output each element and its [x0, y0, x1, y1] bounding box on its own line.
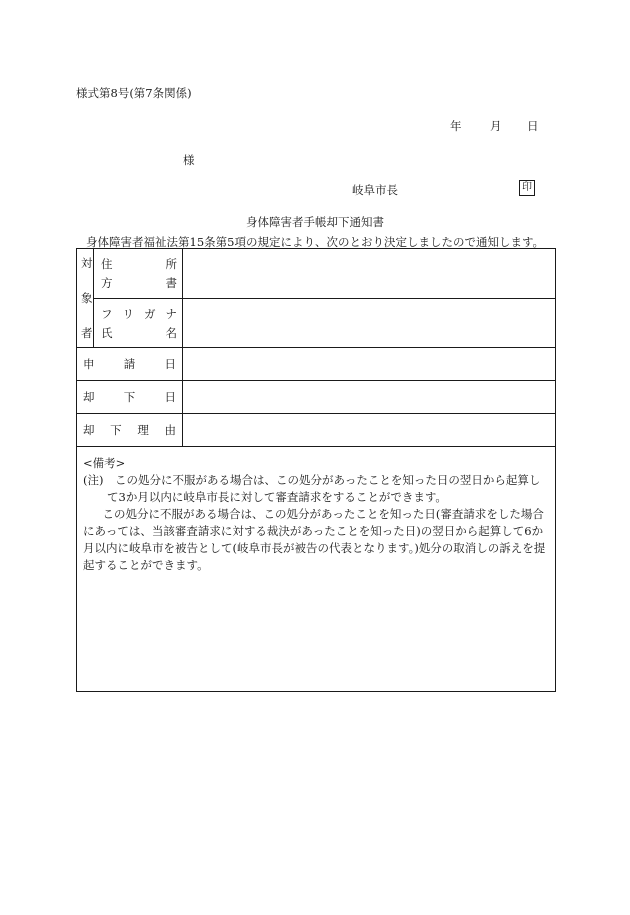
note-1-line-1: この処分に不服がある場合は、この処分があったことを知った日の翌日から起算し [115, 473, 541, 487]
date-line [450, 118, 539, 134]
rejection-reason-char: 理 [137, 423, 149, 437]
rejection-date-field[interactable] [183, 381, 556, 414]
rejection-date-char: 却 [83, 390, 95, 404]
notice-form-table [76, 248, 556, 692]
rejection-reason-char: 却 [83, 423, 95, 437]
rejection-reason-char: 下 [110, 423, 122, 437]
subject-char-3: 者 [81, 326, 93, 340]
rejection-date-char: 下 [123, 390, 136, 404]
name-value-field[interactable] [183, 299, 556, 348]
note-mark: (注) [83, 473, 104, 487]
address-label-cell [94, 249, 183, 299]
application-date-field[interactable] [183, 348, 556, 381]
addressee-label-char: 方 [101, 276, 113, 290]
seal-stamp: 印 [519, 180, 535, 196]
rejection-reason-label [77, 414, 183, 447]
application-date-char: 申 [83, 357, 95, 371]
name-label-char: 名 [165, 325, 177, 340]
rejection-date-label [77, 381, 183, 414]
rejection-reason-field[interactable] [183, 414, 556, 447]
sender-name: 岐阜市長 [352, 183, 398, 197]
furigana-label-char: フ [101, 306, 113, 321]
note-1-line-2: て3か月以内に岐阜市長に対して審査請求をすることができます。 [107, 490, 447, 504]
address-label-char: 住 [101, 257, 113, 271]
subject-label [77, 249, 94, 348]
note-1 [83, 472, 549, 489]
rejection-reason-char: 由 [164, 423, 176, 437]
furigana-label-char: ガ [144, 306, 156, 321]
address-label-char: 所 [165, 257, 177, 271]
year-label: 年 [450, 119, 462, 133]
day-label: 日 [527, 119, 539, 133]
application-date-char: 日 [164, 357, 176, 371]
furigana-label-char: リ [122, 306, 134, 321]
furigana-label-char: ナ [165, 306, 177, 321]
month-label: 月 [490, 119, 502, 133]
remarks-section [77, 447, 556, 692]
addressee-label-char: 書 [165, 276, 177, 290]
name-label-char: 氏 [101, 325, 113, 340]
remarks-heading: <備考> [83, 456, 126, 470]
document-title: 身体障害者手帳却下通知書 [246, 215, 384, 229]
application-date-char: 請 [123, 357, 136, 371]
form-number: 様式第8号(第7条関係) [76, 86, 192, 100]
application-date-label [77, 348, 183, 381]
subject-char-1: 対 [81, 256, 93, 270]
address-value-field[interactable] [183, 249, 556, 299]
note-2: この処分に不服がある場合は、この処分があったことを知った日(審査請求をした場合にあっては、当該審査請求に対する裁決があったことを知った日)の翌日から起算して6か月以内に岐阜市を被告として(岐阜市長が被告の代表となります。)処分の取消しの訴えを提起することができます。 [83, 507, 546, 572]
intro-text: 身体障害者福祉法第15条第5項の規定により、次のとおり決定しましたので通知します。 [86, 235, 545, 249]
subject-char-2: 象 [81, 291, 93, 305]
name-label-cell [94, 299, 183, 348]
recipient-honorific: 様 [183, 153, 195, 167]
rejection-date-char: 日 [164, 390, 176, 404]
